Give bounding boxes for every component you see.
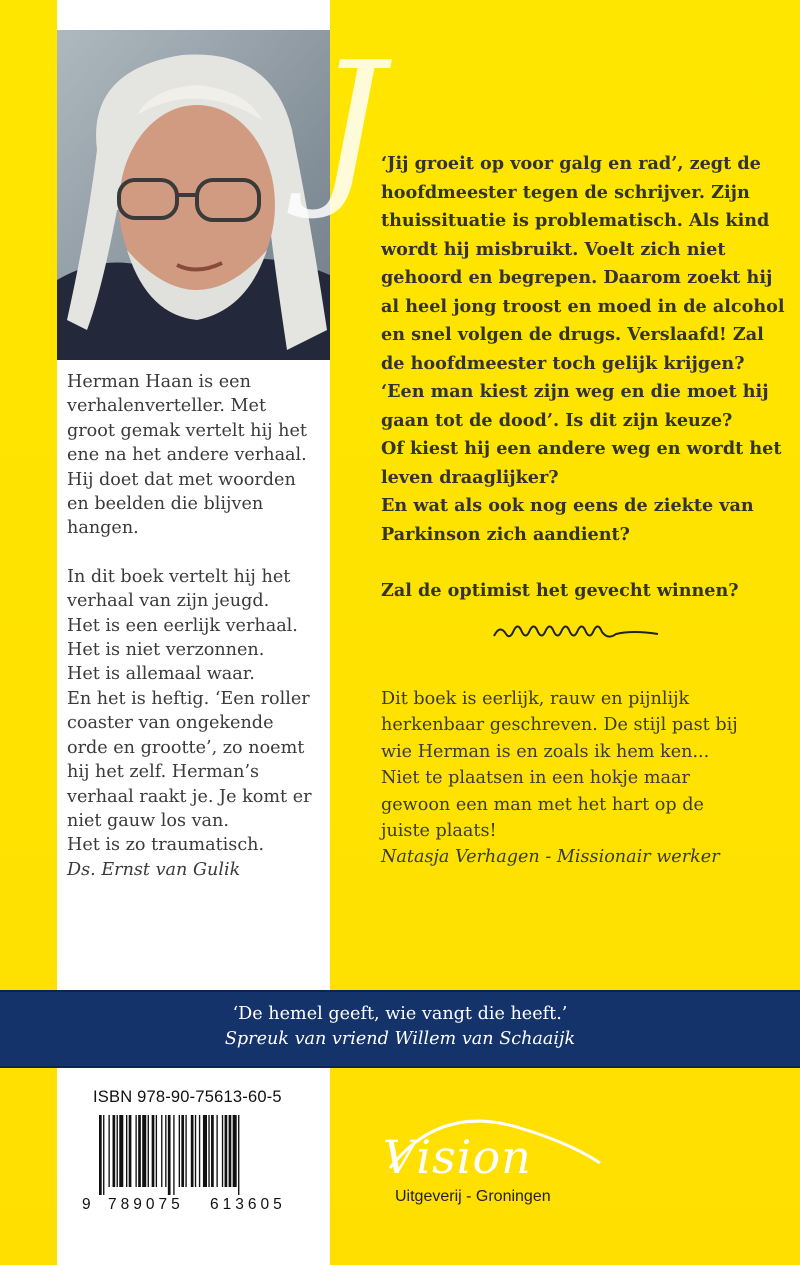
saying-band (0, 990, 800, 1068)
barcode-bar (126, 1115, 127, 1187)
barcode-bar (173, 1115, 174, 1195)
barcode-bar (119, 1115, 123, 1187)
barcode-bar (103, 1115, 104, 1195)
barcode-bar (148, 1115, 149, 1187)
barcode-left-digits: 789075 (108, 1196, 184, 1213)
right-column-blurb (381, 150, 791, 606)
review-text: In dit boek vertelt hij het verhaal van zijn jeugd. Het is een eerlijk verhaal. Het is niet verzonnen. Het is allemaal waar. En het is heftig. ‘Een roller coaster van ongekende orde en grootte’, zo noemt hij het zelf. Herman’s verhaal raakt je. Je komt er niet gauw los van. Het is zo traumatisch. (67, 566, 312, 856)
barcode-bar (142, 1115, 146, 1187)
blurb-question: Zal de optimist het gevecht winnen? (381, 580, 739, 601)
barcode-bar (152, 1115, 155, 1187)
drop-cap-letter: J (316, 26, 385, 224)
author-photo (57, 30, 330, 360)
barcode-right-digits: 613605 (210, 1196, 286, 1213)
left-column-text (67, 370, 327, 882)
barcode-bar (113, 1115, 116, 1187)
publisher-name: Uitgeverij - Groningen (395, 1188, 551, 1205)
barcode-bar (179, 1115, 180, 1187)
barcode-bar (138, 1115, 141, 1187)
isbn-label: ISBN 978-90-75613-60-5 (93, 1088, 282, 1106)
barcode-bar (108, 1115, 109, 1187)
barcode-bar (135, 1115, 136, 1187)
barcode-bar (238, 1115, 239, 1195)
barcode-bar (161, 1115, 162, 1187)
review-author: Ds. Ernst van Gulik (67, 859, 241, 880)
barcode-bar (117, 1115, 118, 1187)
barcode-bar (216, 1115, 217, 1187)
quote-text: Dit boek is eerlijk, rauw en pijnlijk herkenbaar geschreven. De stijl past bij wie Herman is en zoals ik hem ken... Niet te plaatsen in een hokje maar gewoon een man met het hart op de juiste plaats! (381, 689, 738, 842)
barcode-bar (99, 1115, 102, 1195)
barcode-bar (156, 1115, 157, 1187)
saying-source: Spreuk van vriend Willem van Schaaijk (224, 1029, 576, 1049)
blurb-text: ‘Jij groeit op voor galg en rad’, zegt de hoofdmeester tegen de schrijver. Zijn thuissituatie is problematisch. Als kind wordt hij misbruikt. Voelt zich niet gehoord en begrepen. Daarom zoekt hij al heel jong troost en moed in de alcohol en snel volgen de drugs. Verslaafd! Zal de hoofdmeester toch gelijk krijgen? ‘Een man kiest zijn weg en die moet hij gaan tot de dood’. Is dit zijn keuze? Of kiest hij een andere weg en wordt het leven draaglijker? En wat als ook nog eens de ziekte van Parkinson zich aandient? (381, 153, 785, 545)
saying-text: ‘De hemel geeft, wie vangt die heeft.’ (232, 1004, 568, 1024)
barcode-bar (129, 1115, 132, 1187)
barcode (97, 1115, 303, 1195)
barcode-bar (222, 1115, 223, 1187)
quote-author: Natasja Verhagen - Missionair werker (381, 847, 720, 868)
barcode-bar (208, 1115, 209, 1187)
endorsement-quote (381, 686, 791, 871)
barcode-bar (211, 1115, 214, 1187)
barcode-bar (185, 1115, 186, 1187)
publisher-logo-text: Vision (383, 1130, 532, 1184)
barcode-bar (195, 1115, 196, 1187)
barcode-bar (225, 1115, 228, 1187)
barcode-bar (199, 1115, 200, 1187)
barcode-bar (165, 1115, 166, 1187)
barcode-bar (191, 1115, 194, 1187)
barcode-bar (181, 1115, 184, 1187)
barcode-bar (229, 1115, 232, 1187)
barcode-bar (233, 1115, 237, 1187)
barcode-bar (168, 1115, 171, 1195)
author-bio: Herman Haan is een verhalenverteller. Met groot gemak vertelt hij het ene na het andere verhaal. Hij doet dat met woorden en beelden die blijven hangen. (67, 372, 307, 539)
barcode-first-digit: 9 (82, 1196, 91, 1213)
barcode-bar (203, 1115, 207, 1187)
signature-flourish (492, 618, 662, 646)
